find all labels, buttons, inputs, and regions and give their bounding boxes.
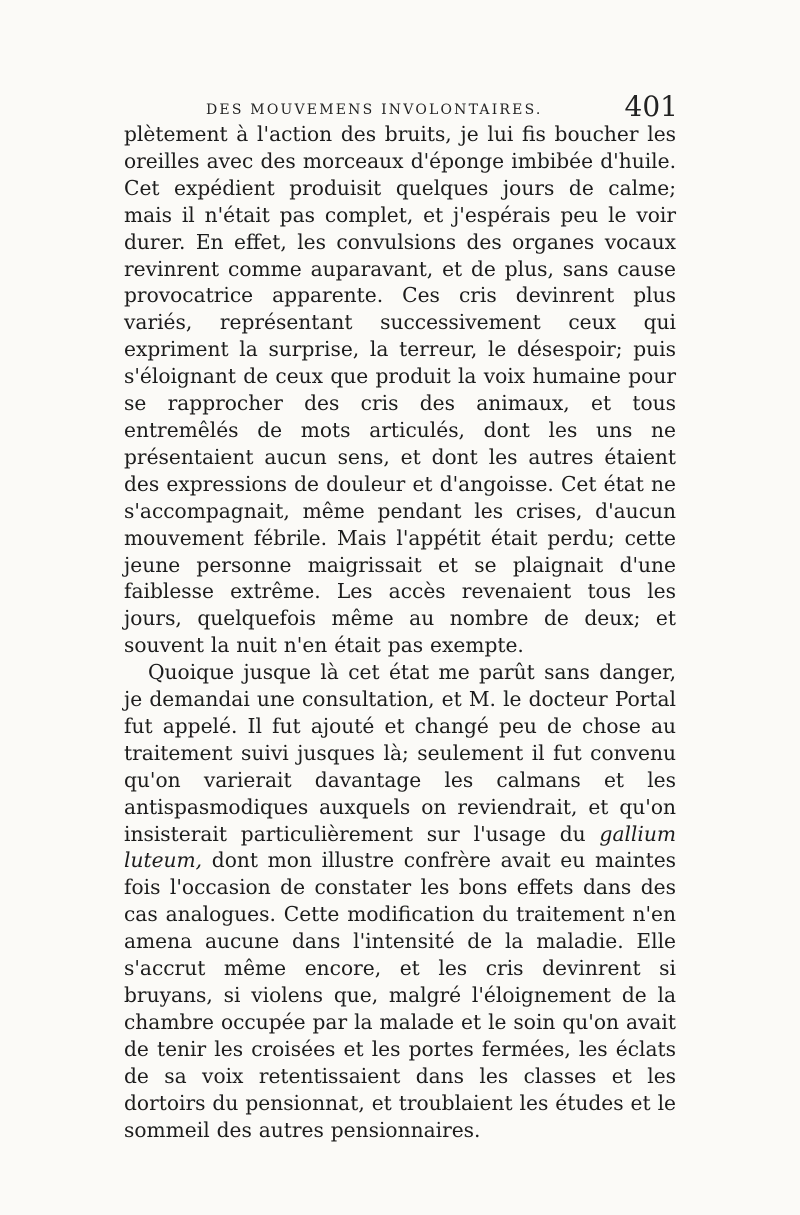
- paragraph-2-italic: gallium luteum,: [124, 821, 676, 873]
- paragraph-2: [124, 659, 676, 1143]
- running-head: DES MOUVEMENS INVOLONTAIRES.: [206, 102, 543, 118]
- body-text: [124, 121, 676, 1143]
- paragraph-1: plètement à l'action des bruits, je lui fis boucher les oreilles avec des morceaux d'éponge imbibée d'huile. Cet expédient produisit quelques jours de calme; mais il n'était pas complet, et j'espérais peu le voir durer. En effet, les convulsions des organes vocaux revinrent comme auparavant, et de plus, sans cause provocatrice apparente. Ces cris devinrent plus variés, représentant successivement ceux qui expriment la surprise, la terreur, le désespoir; puis s'éloignant de ceux que produit la voix humaine pour se rapprocher des cris des animaux, et tous entremêlés de mots articulés, dont les uns ne présentaient aucun sens, et dont les autres étaient des expressions de douleur et d'angoisse. Cet état ne s'accompagnait, même pendant les crises, d'aucun mouvement fébrile. Mais l'appétit était perdu; cette jeune personne maigrissait et se plaignait d'une faiblesse extrême. Les accès revenaient tous les jours, quelquefois même au nombre de deux; et souvent la nuit n'en était pas exempte.: [124, 122, 676, 658]
- paragraph-2-before: Quoique jusque là cet état me parût sans danger, je demandai une consultation, et M. le docteur Portal fut appelé. Il fut ajouté et changé peu de chose au traitement suivi jusques là; seulement il fut convenu qu'on varierait davantage les calmans et les antispasmodiques auxquels on reviendrait, et qu'on insisterait particulièrement sur l'usage du: [124, 660, 676, 846]
- page-number: 401: [624, 90, 678, 123]
- paragraph-2-after: dont mon illustre confrère avait eu maintes fois l'occasion de constater les bons effets dans des cas analogues. Cette modification du traitement n'en amena aucune dans l'intensité de la maladie. Elle s'accrut même encore, et les cris devinrent si bruyans, si violens que, malgré l'éloignement de la chambre occupée par la malade et le soin qu'on avait de tenir les croisées et les portes fermées, les éclats de sa voix retentissaient dans les classes et les dortoirs du pensionnat, et troublaient les études et le sommeil des autres pensionnaires.: [124, 848, 676, 1142]
- page-header: [124, 92, 682, 124]
